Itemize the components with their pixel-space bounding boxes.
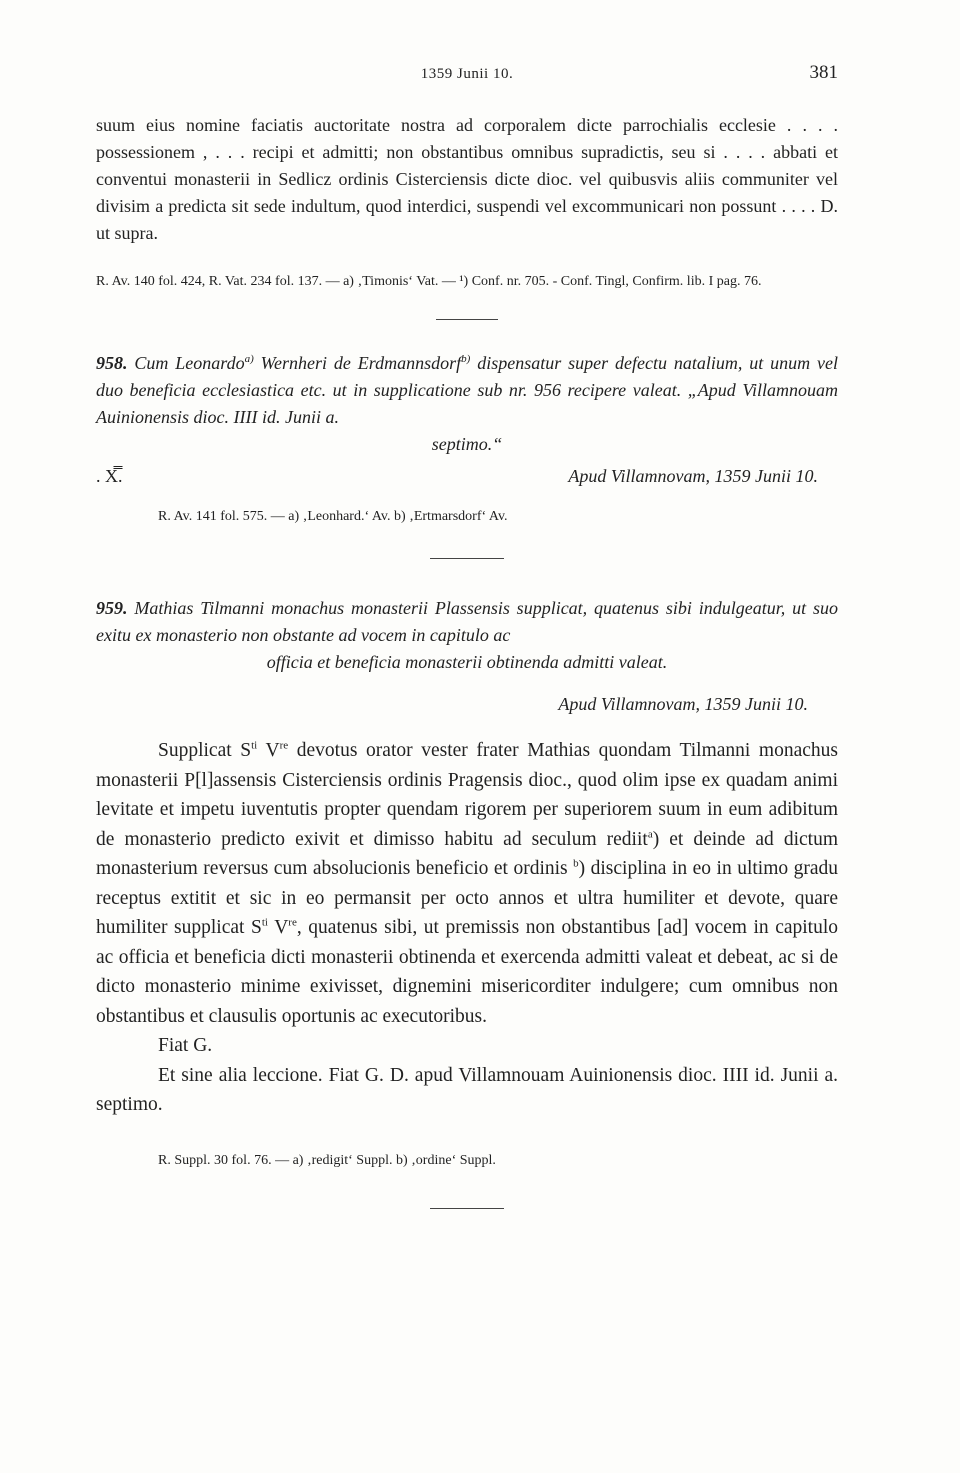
entry-959-body [96,736,838,1031]
entry-959-closing: Et sine alia leccione. Fiat G. D. apud Villamnouam Auinionensis dioc. IIII id. Junii a. septimo. [96,1064,838,1115]
entry-958-number: 958. [96,353,128,373]
entry-958-mark: . X̿. [96,466,123,486]
entry-958 [96,350,838,528]
footnote-ref: a) [244,353,254,365]
footnote-ref: a [647,828,653,840]
superscript: re [288,916,297,929]
footnote-ref: b) [461,353,471,365]
entry-959-dateline: Apud Villamnovam, 1359 Junii 10. [558,694,808,714]
entry-958-regest-end: septimo.“ [431,434,503,454]
regest-text: Wernheri de Erdmannsdorf [253,353,462,373]
separator-rule [436,319,498,320]
body-text: V [268,917,289,938]
body-text: Supplicat S [158,740,252,761]
entry-958-dateline-row [96,462,838,490]
regest-text: Mathias Tilmanni monachus monasterii Plassensis supplicat, quatenus sibi indulgeatur, ut suo exitu ex monasterio non obstante ad vocem in capitulo ac [96,598,838,645]
page-number: 381 [809,62,838,83]
body-text: ) disciplina in eo in ultimo gradu receptus extitit et sic in eo permansit per octo annos et ultra humiliter et devote, quare humiliter supplicat S [96,858,839,938]
body-text: V [257,740,280,761]
superscript: ti [251,739,258,752]
body-text: , quatenus sibi, ut premissis non obstantibus [ad] vocem in capitulo ac officia et beneficia dicti monasterii obtinenda et exercenda admitti valeat et debeat, ac si de dicto monasterio minime exivisset, dignemini misericorditer indulgere; cum omnibus non obstantibus et clausulis oportunis ac executoribus. [96,917,839,1027]
separator-rule [430,1208,504,1209]
regest-text: dispensatur super defectu natalium, ut unum vel duo beneficia ecclesiastica etc. ut in supplicatione sub nr. 956 recipere valeat. „Apud Villamnouam Auinionensis dioc. IIII id. Junii a. [96,353,838,427]
body-text: devotus orator vester frater Mathias quondam Tilmanni monachus monasterii P[l]assensis Cisterciensis ordinis Pragensis dioc., quod olim ipse ex quadam animi levitate et impetu iuventutis propter quendam rigorem per superiorem suum in eum adibitum de monasterio predicto exivit et dimisso habitu ad seculum rediit [96,740,838,850]
footnote-ref: b [573,857,579,870]
entry-959-regest-end: officia et beneficia monasterii obtinenda admitti valeat. [266,652,668,672]
superscript: ti [261,916,268,929]
entry-959-number: 959. [96,598,128,618]
document-page [96,60,838,1209]
separator-rule [430,558,504,559]
entry-959 [96,595,838,1172]
entry-958-dateline: Apud Villamnovam, 1359 Junii 10. [568,466,818,486]
entry-959-fiat: Fiat G. [158,1035,213,1056]
entry-958-regest [96,350,838,431]
entry-959-regest [96,595,838,649]
previous-entry-text: suum eius nomine faciatis auctoritate nostra ad corporalem dicte parrochialis ecclesie . . . . possessionem , . . . recipi et admitti; non obstantibus omnibus supradictis, seu si . . . . abbati et conventui monasterii in Sedlicz ordinis Cisterciensis dicte dioc. vel quibusvis aliis communiter vel divisim a predicta sit sede indultum, quod interdici, suspendi vel excommunicari non possunt . . . . D. ut supra. [96,115,838,243]
page-header [96,60,838,90]
regest-text: Cum Leonardo [127,353,245,373]
running-title: 1359 Junii 10. [420,66,514,82]
entry-958-note: R. Av. 141 fol. 575. — a) ‚Leonhard.‘ Av. b) ‚Ertmarsdorf‘ Av. [158,509,508,524]
entry-959-note: R. Suppl. 30 fol. 76. — a) ‚redigit‘ Suppl. b) ‚ordine‘ Suppl. [158,1152,496,1168]
previous-entry-note: R. Av. 140 fol. 424, R. Vat. 234 fol. 137. — a) ‚Timonis‘ Vat. — ¹) Conf. nr. 705. - Conf. Tingl, Confirm. lib. I pag. 76. [96,274,762,289]
body-text: ) et deinde ad dictum monasterium reversus cum absolucionis beneficio et ordinis [96,828,838,879]
superscript: re [279,739,289,752]
